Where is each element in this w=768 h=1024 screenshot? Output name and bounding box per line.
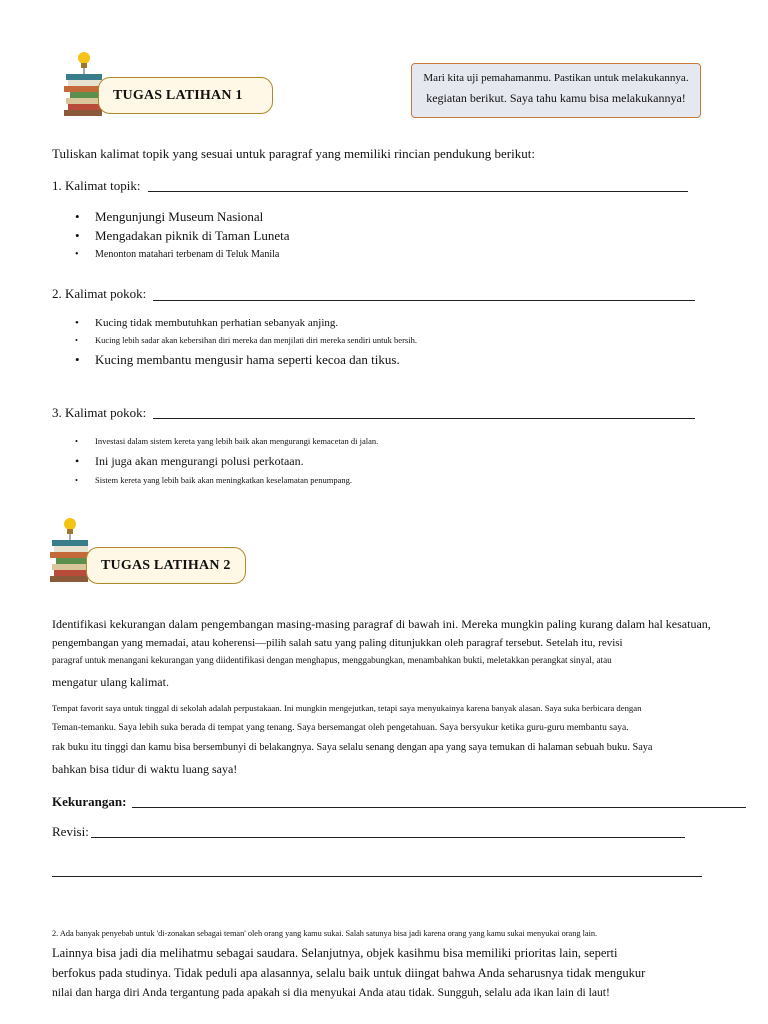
paragraph1-line-4: bahkan bisa tidur di waktu luang saya! [52,762,238,776]
task2-intro-line-3: paragraf untuk menangani kekurangan yang diidentifikasi dengan menghapus, menggabungkan, menambahkan bukti, meletakkan perangkat sinyal, atau [52,655,612,665]
q2-answer-line[interactable] [153,300,695,301]
task1-title-badge: TUGAS LATIHAN 1 [98,77,273,114]
list-item: • Investasi dalam sistem kereta yang lebih baik akan mengurangi kemacetan di jalan. [73,434,378,449]
paragraph2-line-1: 2. Ada banyak penyebab untuk 'di-zonakan sebagai teman' oleh orang yang kamu sukai. Salah satunya bisa jadi karena orang yang kamu sukai menyukai orang lain. [52,929,598,938]
list-item: • Sistem kereta yang lebih baik akan meningkatkan keselamatan penumpang. [73,473,378,488]
task2-title-badge: TUGAS LATIHAN 2 [86,547,246,584]
list-item: • Kucing tidak membutuhkan perhatian sebanyak anjing. [73,315,417,332]
note-line-1: Mari kita uji pemahamanmu. Pastikan untuk melakukannya. [423,72,689,84]
paragraph2-line-2: Lainnya bisa jadi dia melihatmu sebagai saudara. Selanjutnya, objek kasihmu bisa memiliki prioritas lain, seperti [52,946,618,960]
kekurangan-answer-line[interactable] [132,807,746,808]
list-item: • Kucing membantu mengusir hama seperti kecoa dan tikus. [73,349,417,371]
q3-answer-line[interactable] [153,418,695,419]
revisi-answer-line-2[interactable] [52,876,702,877]
q1-answer-line[interactable] [148,191,688,192]
paragraph1-line-1: Tempat favorit saya untuk tinggal di sekolah adalah perpustakaan. Ini mungkin mengejutkan, tetapi saya menyukainya karena banyak alasan. Saya suka berbicara dengan [52,703,642,713]
list-item: • Mengunjungi Museum Nasional [73,207,290,226]
q2-list [73,315,417,371]
list-item: • Ini juga akan mengurangi polusi perkotaan. [73,449,378,473]
paragraph1-line-3: rak buku itu tinggi dan kamu bisa bersembunyi di belakangnya. Saya selalu senang dengan apa yang saya temukan di halaman sebuah buku. Saya [52,742,653,753]
task2-intro-line-4: mengatur ulang kalimat. [52,675,169,689]
task2-intro-line-1: Identifikasi kekurangan dalam pengembangan masing-masing paragraf di bawah ini. Mereka mungkin paling kurang dalam hal kesatuan, [52,617,711,631]
paragraph2-line-4: nilai dan harga diri Anda tergantung pada apakah si dia menyukai Anda atau tidak. Sungguh, selalu ada ikan lain di laut! [52,986,610,999]
list-item: • Mengadakan piknik di Taman Luneta [73,226,290,245]
q2-label: 2. Kalimat pokok: [52,286,147,301]
revisi-label: Revisi: [52,824,89,839]
q3-label: 3. Kalimat pokok: [52,405,147,420]
encouragement-note [411,63,701,118]
q1-label: 1. Kalimat topik: [52,178,141,193]
note-line-2: kegiatan berikut. Saya tahu kamu bisa melakukannya! [426,91,686,105]
paragraph1-line-2: Teman-temanku. Saya lebih suka berada di tempat yang tenang. Saya bersemangat oleh pengetahuan. Saya bersyukur ketika guru-guru membantu saya. [52,723,629,733]
q3-list [73,434,378,488]
task2-intro-line-2: pengembangan yang memadai, atau koherensi—pilih salah satu yang paling ditunjukkan oleh paragraf tersebut. Setelah itu, revisi [52,637,623,649]
list-item: • Kucing lebih sadar akan kebersihan diri mereka dan menjilati diri mereka sendiri untuk bersih. [73,332,417,349]
q1-list [73,207,290,264]
kekurangan-label: Kekurangan: [52,794,127,809]
paragraph2-line-3: berfokus pada studinya. Tidak peduli apa alasannya, selalu baik untuk diingat bahwa Anda seharusnya tidak mengukur [52,966,646,980]
task1-instruction: Tuliskan kalimat topik yang sesuai untuk paragraf yang memiliki rincian pendukung berikut: [52,146,535,161]
list-item: • Menonton matahari terbenam di Teluk Manila [73,245,290,264]
revisi-answer-line[interactable] [91,837,685,838]
